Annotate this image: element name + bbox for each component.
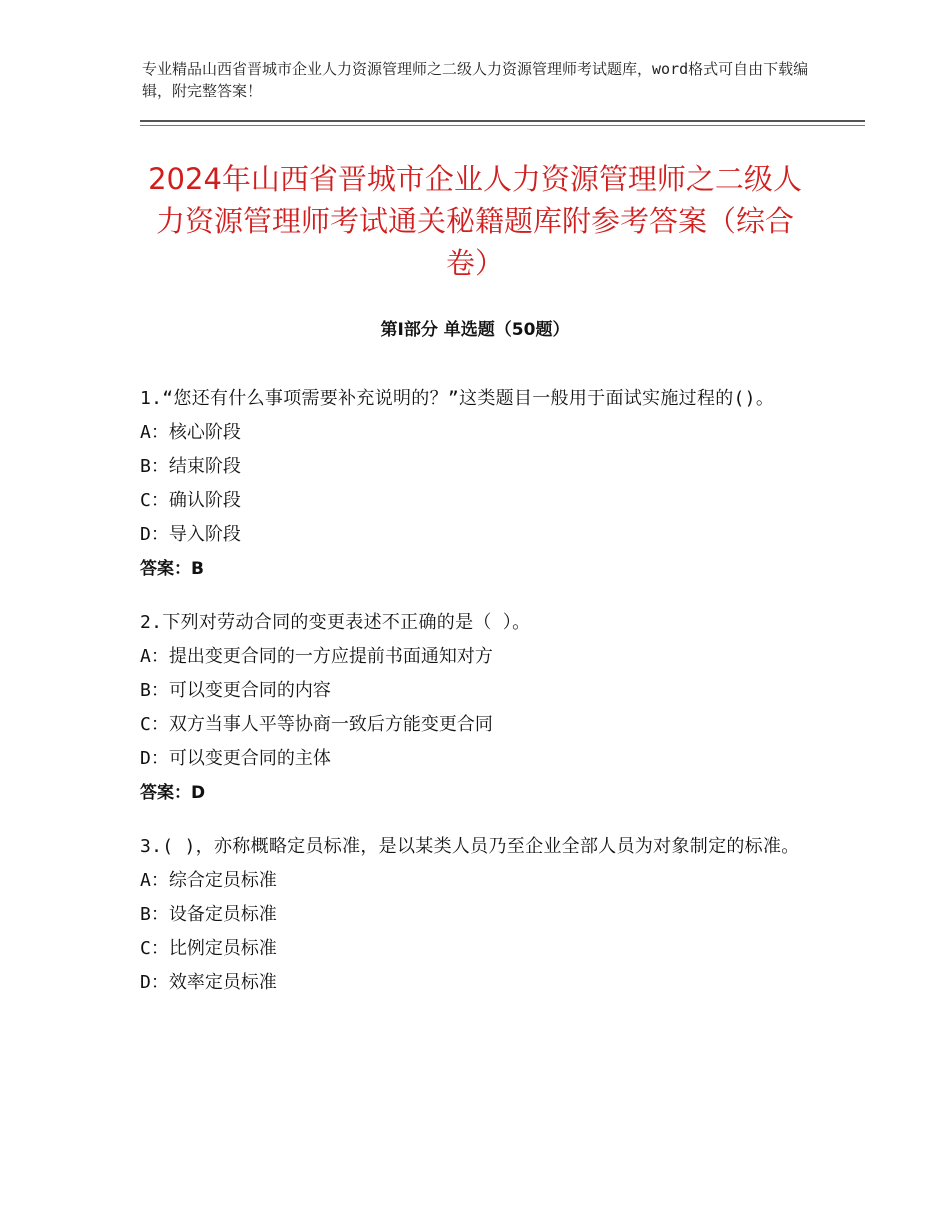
answer: 答案：B bbox=[140, 559, 204, 579]
header-note: 专业精品山西省晋城市企业人力资源管理师之二级人力资源管理师考试题库，word格式可自由下载编辑，附完整答案！ bbox=[142, 60, 809, 100]
option-c: C：确认阶段 bbox=[140, 490, 241, 511]
header-divider-thin bbox=[140, 125, 865, 126]
header-divider bbox=[140, 120, 865, 122]
option-d: D：可以变更合同的主体 bbox=[140, 748, 331, 769]
option-c: C：比例定员标准 bbox=[140, 938, 277, 959]
document-title: 2024年山西省晋城市企业人力资源管理师之二级人力资源管理师考试通关秘籍题库附参考答案（综合卷） bbox=[148, 162, 802, 280]
option-b: B：设备定员标准 bbox=[140, 904, 277, 925]
option-a: A：提出变更合同的一方应提前书面通知对方 bbox=[140, 646, 493, 667]
option-c: C：双方当事人平等协商一致后方能变更合同 bbox=[140, 714, 493, 735]
option-b: B：结束阶段 bbox=[140, 456, 241, 477]
question-text: 2.下列对劳动合同的变更表述不正确的是（ ）。 bbox=[140, 612, 531, 633]
question-text: 3.( )，亦称概略定员标准，是以某类人员乃至企业全部人员为对象制定的标准。 bbox=[140, 836, 800, 857]
answer: 答案：D bbox=[140, 783, 206, 803]
option-a: A：核心阶段 bbox=[140, 422, 241, 443]
option-d: D：效率定员标准 bbox=[140, 972, 277, 993]
section-title: 第Ⅰ部分 单选题（50题） bbox=[380, 320, 570, 340]
question-list bbox=[140, 382, 810, 1020]
option-d: D：导入阶段 bbox=[140, 524, 241, 545]
option-a: A：综合定员标准 bbox=[140, 870, 277, 891]
question-2 bbox=[140, 606, 810, 810]
question-3 bbox=[140, 830, 810, 1000]
question-text: 1.“您还有什么事项需要补充说明的？”这类题目一般用于面试实施过程的()。 bbox=[140, 388, 775, 409]
option-b: B：可以变更合同的内容 bbox=[140, 680, 331, 701]
question-1 bbox=[140, 382, 810, 586]
